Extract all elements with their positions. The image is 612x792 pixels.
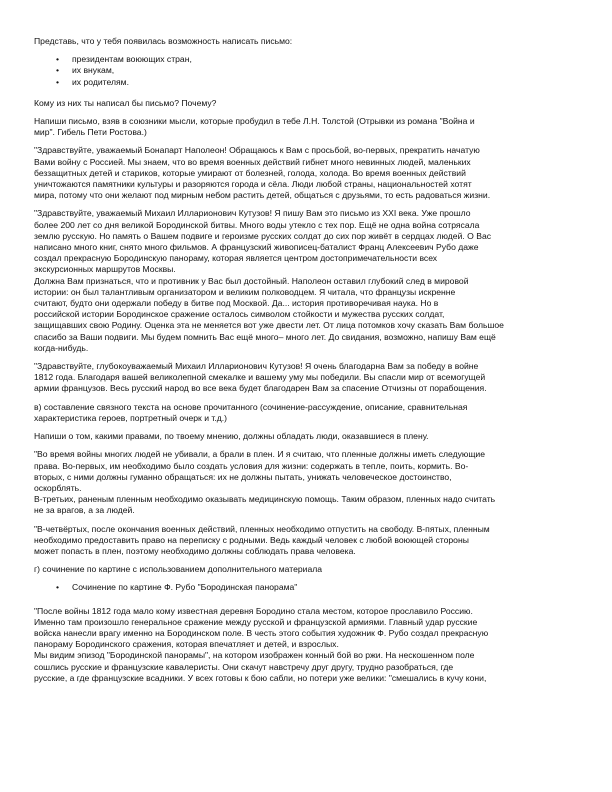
recipient-list	[34, 54, 578, 88]
question-prisoners: Напиши о том, какими правами, по твоему мнению, должны обладать люди, оказавшиеся в плену.	[34, 431, 429, 442]
essay-panorama: "После войны 1812 года мало кому известная деревня Бородино стала местом, которое прославило Россию. Именно там произошло генеральное сражение между русской и французской армиями. Главный удар русские войска нанесли врагу именно на Бородинском поле. В честь этого события художник Ф. Рубо создал прекрасную панораму Бородинского сражения, которая впечатляет и детей, и взрослых. Мы видим эпизод "Бородинской панорамы", на котором изображен конный бой во ржи. На нескошенном поле сошлись русские и французские кавалеристы. Они скачут навстречу друг другу, трудно разобраться, где русские, а где французские всадники. У всех готовы к бою сабли, но потери уже велики: "смешались в кучу кони,	[34, 605, 489, 683]
essay-topic-list	[34, 582, 578, 593]
letter-napoleon: "Здравствуйте, уважаемый Бонапарт Наполеон! Обращаюсь к Вам с просьбой, во-первых, прекратить начатую Вами войну с Россией. Мы знаем, что во время военных действий гибнет много невинных людей, маленьких беззащитных детей и стариков, которые умирают от болезней, голода, холода. Во время военных действий уничтожаются памятники культуры и разоряются города и сёла. Люди любой страны, национальностей хотят мира, потому что они желают под мирным небом растить детей, общаться с друзьями, то есть радоваться жизни.	[34, 145, 491, 201]
list-item: • Сочинение по картине Ф. Рубо "Бородинская панорама"	[56, 582, 578, 593]
list-item: • их родителям.	[56, 77, 578, 88]
section-g-heading: г) сочинение по картине с использованием дополнительного материала	[34, 564, 323, 575]
section-b-heading: в) составление связного текста на основе прочитанного (сочинение-рассуждение, описание, сравнительная характеристика героев, портретный очерк и т.д.)	[34, 401, 468, 423]
essay-prisoners-2: "В-четвёртых, после окончания военных действий, пленных необходимо отпустить на свободу. В-пятых, пленным необходимо предоставить право на переписку с родными. Ведь каждый человек с любой воюющей стороны может попасть в плен, поэтому необходимо должны соблюдать права человека.	[34, 523, 490, 556]
task-text: Напиши письмо, взяв в союзники мысли, которые пробудил в тебе Л.Н. Толстой (Отрывки из романа "Война и мир". Гибель Пети Ростова.)	[34, 116, 475, 138]
list-item: • президентам воюющих стран,	[56, 54, 578, 65]
letter-kutuzov-1: "Здравствуйте, уважаемый Михаил Илларионович Кутузов! Я пишу Вам это письмо из XXI века. Уже прошло более 200 лет со дня великой Бородинской битвы. Много воды утекло с тех пор. Ещё не одна война сотрясала землю русскую. Но память о Вашем подвиге и героизме русских солдат до сих пор живёт в сердцах людей. О Вас написано много книг, снято много фильмов. А французский живописец-баталист Франц Алексеевич Рубо даже создал прекрасную Бородинскую панораму, которая является центром достопримечательности всех экскурсионных маршрутов Москвы. Должна Вам признаться, что и противник у Вас был достойный. Наполеон оставил глубокий след в мировой истории: он был талантливым организатором и великим полководцем. Я читала, что французы искренне считают, будто они одержали победу в битве под Москвой. Да... история противоречивая наука. Но в российской истории Бородинское сражение осталось символом стойкости и мужества русских солдат, защищавших свою Родину. Оценка эта не меняется вот уже двести лет. От лица потомков хочу сказать Вам большое спасибо за Ваши подвиги. Мы будем помнить Вас ещё много– много лет. До свидания, возможно, напишу Вам ещё когда-нибудь.	[34, 208, 504, 353]
letter-kutuzov-2: "Здравствуйте, глубокоуважаемый Михаил Илларионович Кутузов! Я очень благодарна Вам за победу в войне 1812 года. Благодаря вашей великолепной смекалке и вашему уму мы победили. Вы спасли мир от всемогущей армии французов. Весь русский народ во все века будет благодарен Вам за спасение Отчизны от порабощения.	[34, 361, 487, 394]
essay-prisoners-1: "Во время войны многих людей не убивали, а брали в плен. И я считаю, что пленные должны иметь следующие права. Во-первых, им необходимо было создать условия для жизни: содержать в тепле, поить, кормить. Во- вторых, с ними должны гуманно обращаться: их не должны пытать, унижать человеческое достоинство, оскорблять. В-третьих, раненым пленным необходимо оказывать медицинскую помощь. Таким образом, пленных надо считать не за врагов, а за людей.	[34, 449, 496, 516]
intro-text: Представь, что у тебя появилась возможность написать письмо:	[34, 36, 293, 46]
list-item: • их внукам,	[56, 65, 578, 76]
question-text: Кому из них ты написал бы письмо? Почему?	[34, 97, 217, 108]
